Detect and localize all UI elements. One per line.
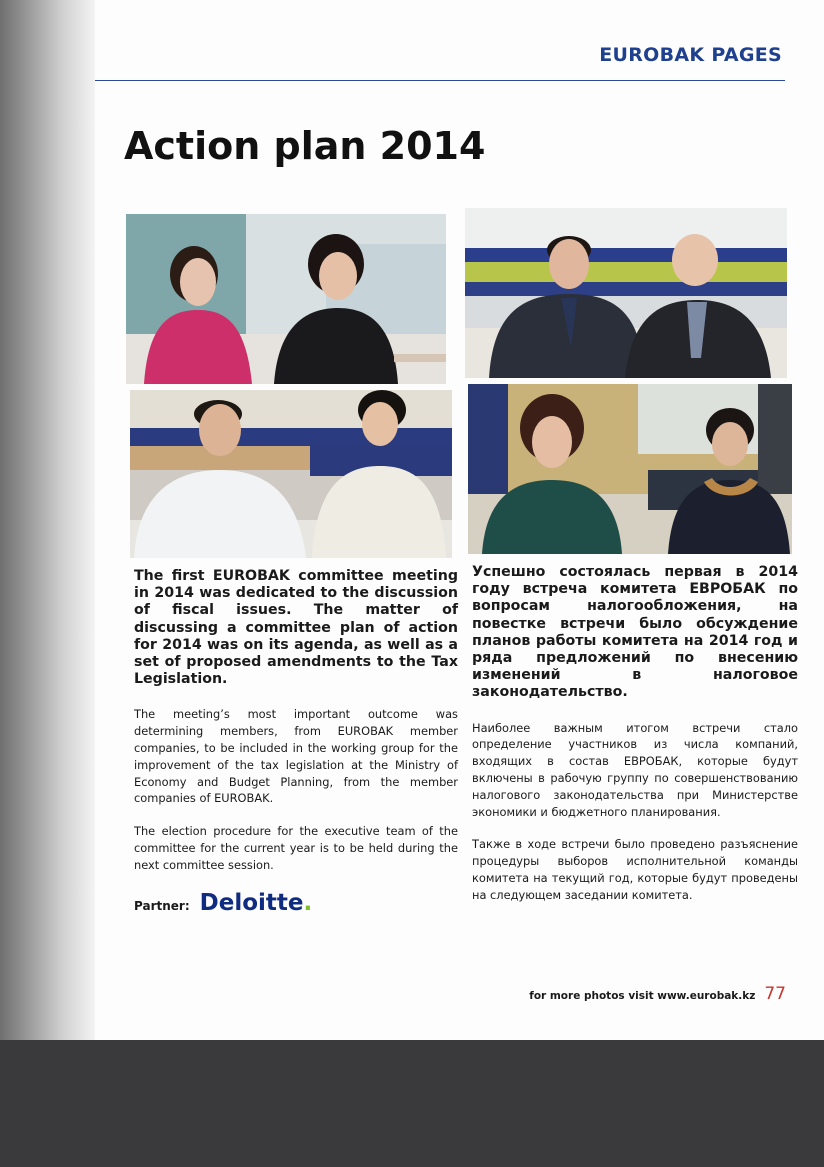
english-paragraph: The meeting’s most important outcome was determining members, from EUROBAK member companies, to be included in the working group for the improvement of the tax legislation at the Ministry of Economy and Budget Planning, from the member companies of EUROBAK. [134, 707, 458, 806]
english-column [134, 568, 458, 916]
footer-photos-link[interactable]: for more photos visit www.eurobak.kz [529, 990, 756, 1002]
header-divider [95, 80, 785, 81]
article-title: Action plan 2014 [124, 124, 486, 168]
partner-block [134, 890, 458, 916]
russian-paragraph: Также в ходе встречи было проведено разъяснение процедуры выборов исполнительной команды комитета на текущий год, которые будут проведены на следующем заседании комитета. [472, 837, 798, 902]
english-lead-paragraph: The first EUROBAK committee meeting in 2014 was dedicated to the discussion of fiscal issues. The matter of discussing a committee plan of action for 2014 was on its agenda, as well as a set of proposed amendments to the Tax Legislation. [134, 568, 458, 688]
deloitte-logo [200, 890, 313, 916]
photo-man-and-woman [130, 390, 452, 558]
partner-label: Partner: [134, 898, 190, 913]
photo-two-women [126, 214, 446, 384]
page-spine-shadow [0, 0, 95, 1040]
photo-two-men [465, 208, 787, 378]
photo-two-women-seated [468, 384, 792, 554]
deloitte-logo-text: Deloitte [199, 889, 304, 916]
page-footer [529, 984, 786, 1004]
russian-column [472, 564, 798, 920]
english-paragraph: The election procedure for the executive team of the committee for the current year is to be held during the next committee session. [134, 824, 458, 872]
deloitte-logo-dot: . [303, 889, 313, 916]
page-number: 77 [764, 984, 786, 1004]
russian-paragraph: Наиболее важным итогом встречи стало определение участников из числа компаний, входящих в состав ЕВРОБАК, которые будут включены в рабочую группу по совершенствованию налогового законодательства при Министерстве экономики и бюджетного планирования. [472, 720, 798, 819]
section-title: EUROBAK PAGES [599, 44, 782, 66]
russian-lead-paragraph: Успешно состоялась первая в 2014 году встреча комитета ЕВРОБАК по вопросам налогообложения, на повестке встречи было обсуждение планов работы комитета на 2014 год и ряда предложений по внесению изменений в налоговое законодательство. [472, 564, 798, 701]
